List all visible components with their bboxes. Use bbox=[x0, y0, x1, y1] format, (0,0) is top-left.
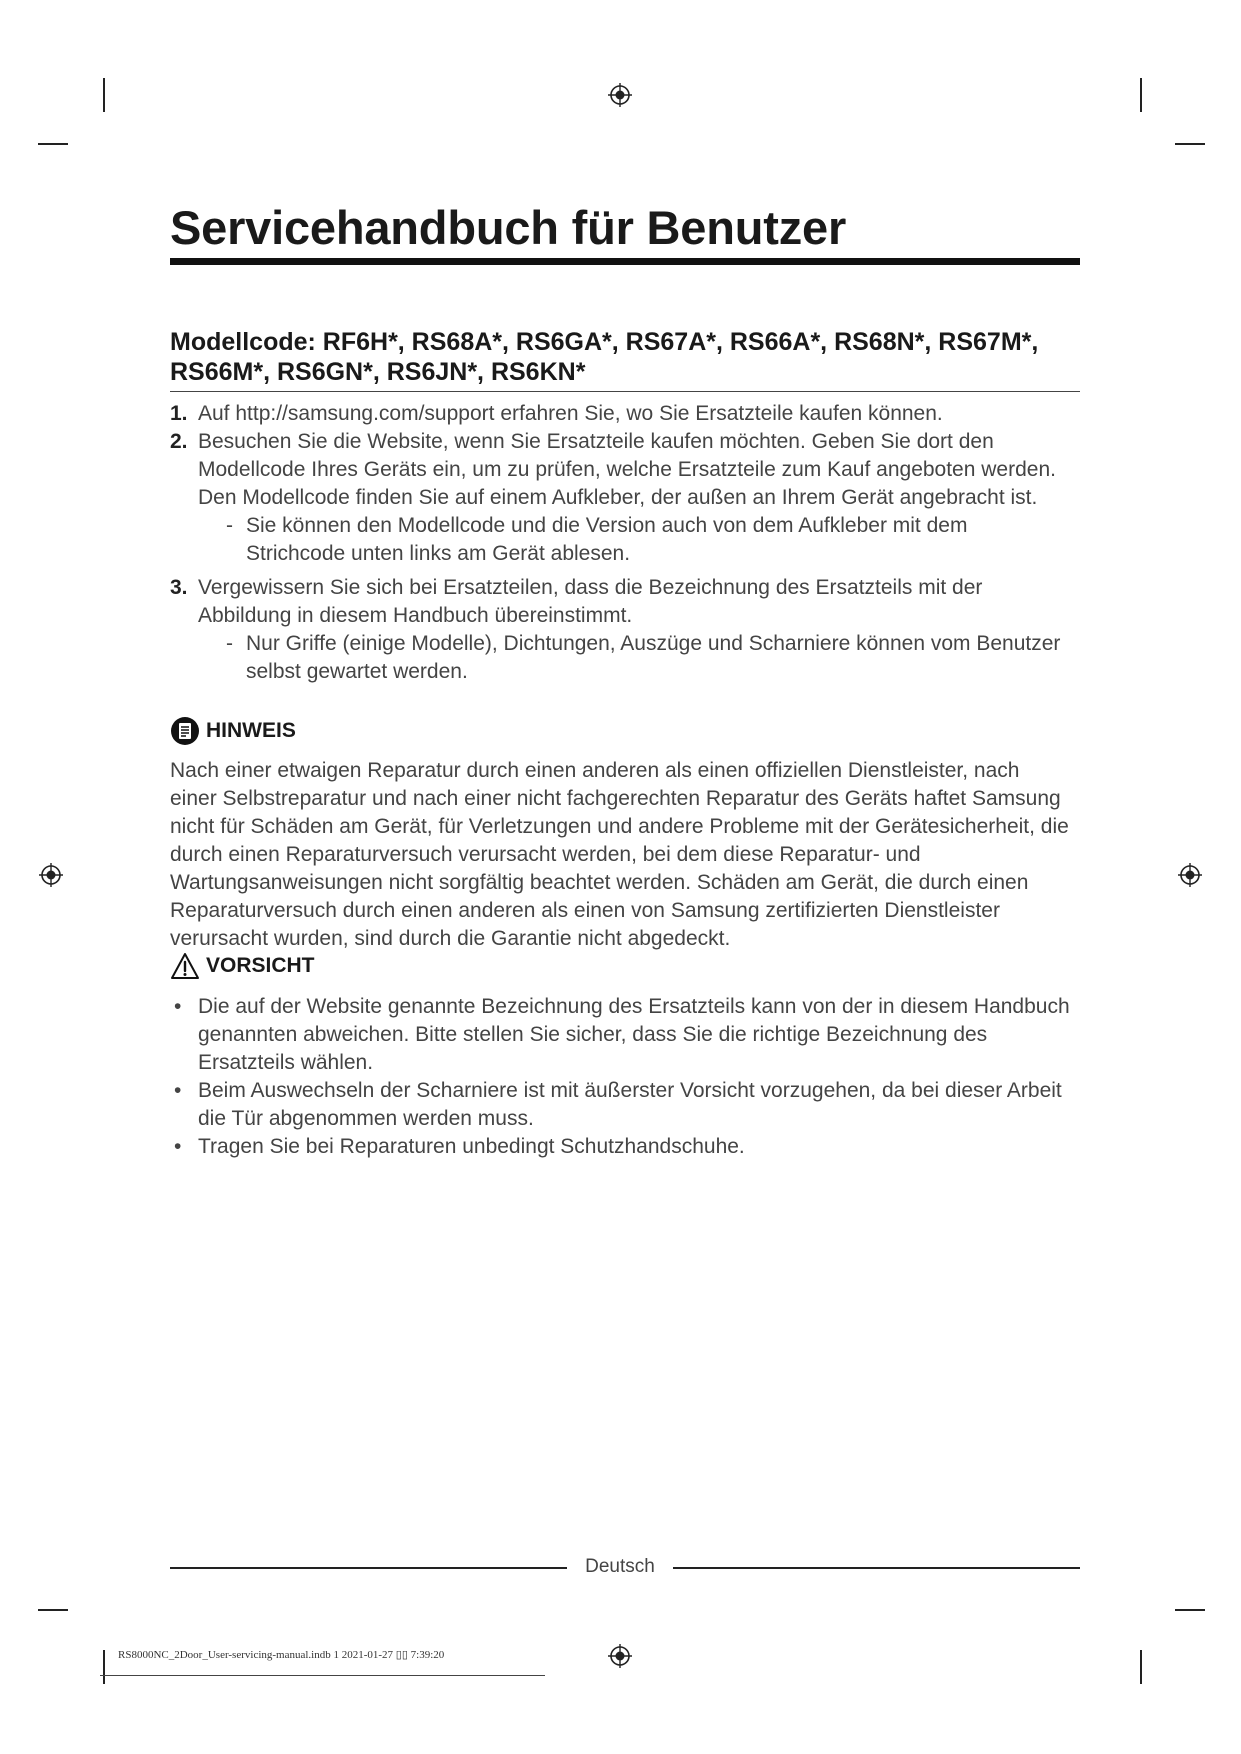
step-number: 2. bbox=[170, 430, 188, 453]
registration-mark-icon bbox=[607, 82, 633, 108]
print-slug: RS8000NC_2Door_User-servicing-manual.indb 1 2021-01-27 ▯▯ 7:39:20 bbox=[118, 1649, 445, 1661]
footer-rule-right bbox=[673, 1567, 1080, 1569]
note-icon bbox=[170, 716, 200, 746]
crop-mark bbox=[38, 1609, 68, 1611]
footer-rule-left bbox=[170, 1567, 567, 1569]
dash-marker: - bbox=[226, 514, 233, 537]
step-subitem bbox=[198, 512, 1070, 568]
registration-mark-icon bbox=[1177, 862, 1203, 888]
slug-rule bbox=[100, 1675, 545, 1676]
caution-item-text: Tragen Sie bei Reparaturen unbedingt Schutzhandschuhe. bbox=[198, 1135, 745, 1158]
heading-rule bbox=[170, 391, 1080, 392]
caution-item-text: Die auf der Website genannte Bezeichnung des Ersatzteils kann von der in diesem Handbuch genannten abweichen. Bitte stellen Sie sicher, dass Sie die richtige Bezeichnung des Ersatzteils wählen. bbox=[198, 995, 1070, 1074]
model-code-heading: Modellcode: RF6H*, RS68A*, RS6GA*, RS67A*, RS66A*, RS68N*, RS67M*, RS66M*, RS6GN*, RS6JN*, RS6KN* bbox=[170, 328, 1039, 386]
step-text: Besuchen Sie die Website, wenn Sie Ersatzteile kaufen möchten. Geben Sie dort den Modellcode Ihres Geräts ein, um zu prüfen, welche Ersatzteile zum Kauf angeboten werden. Den Modellcode finden Sie auf einem Aufkleber, der außen an Ihrem Gerät angebracht ist. bbox=[198, 430, 1056, 509]
step-number: 3. bbox=[170, 576, 188, 599]
caution-item-text: Beim Auswechseln der Scharniere ist mit äußerster Vorsicht vorzugehen, da bei dieser Arbeit die Tür abgenommen werden muss. bbox=[198, 1079, 1062, 1130]
steps-list bbox=[170, 400, 1070, 686]
crop-mark bbox=[103, 78, 105, 112]
dash-marker: - bbox=[226, 632, 233, 655]
warning-triangle-icon bbox=[170, 952, 200, 980]
crop-mark bbox=[38, 143, 68, 145]
step-subitem bbox=[198, 630, 1070, 686]
step-number: 1. bbox=[170, 402, 188, 425]
step-item bbox=[170, 400, 1070, 428]
step-text: Vergewissern Sie sich bei Ersatzteilen, dass die Bezeichnung des Ersatzteils mit der Abbildung in diesem Handbuch übereinstimmt. bbox=[198, 576, 983, 627]
note-label: HINWEIS bbox=[206, 719, 296, 742]
step-item bbox=[170, 574, 1070, 686]
step-item bbox=[170, 428, 1070, 568]
crop-mark bbox=[103, 1650, 105, 1684]
caution-item bbox=[170, 993, 1070, 1077]
note-heading bbox=[170, 716, 296, 746]
caution-heading bbox=[170, 952, 315, 980]
caution-label: VORSICHT bbox=[206, 954, 315, 977]
bullet-marker: • bbox=[174, 1079, 182, 1102]
subitem-text: Sie können den Modellcode und die Version auch von dem Aufkleber mit dem Strichcode unten links am Gerät ablesen. bbox=[246, 514, 968, 565]
step-text: Auf http://samsung.com/support erfahren Sie, wo Sie Ersatzteile kaufen können. bbox=[198, 402, 943, 425]
registration-mark-icon bbox=[607, 1643, 633, 1669]
registration-mark-icon bbox=[38, 862, 64, 888]
note-text: Nach einer etwaigen Reparatur durch einen anderen als einen offiziellen Dienstleister, nach einer Selbstreparatur und nach einer nicht fachgerechten Reparatur des Geräts haftet Samsung nicht für Schäden am Gerät, für Verletzungen und andere Probleme mit der Gerätesicherheit, die durch einen Reparaturversuch verursacht werden, bei dem diese Reparatur- und Wartungsanweisungen nicht sorgfältig beachtet werden. Schäden am Gerät, die durch einen Reparaturversuch durch einen anderen als einen von Samsung zertifizierten Dienstleister verursacht wurden, sind durch die Garantie nicht abgedeckt. bbox=[170, 759, 1069, 950]
caution-item bbox=[170, 1133, 1070, 1161]
caution-list bbox=[170, 993, 1070, 1161]
bullet-marker: • bbox=[174, 1135, 182, 1158]
crop-mark bbox=[1140, 78, 1142, 112]
caution-item bbox=[170, 1077, 1070, 1133]
title-rule bbox=[170, 258, 1080, 265]
crop-mark bbox=[1140, 1650, 1142, 1684]
subitem-text: Nur Griffe (einige Modelle), Dichtungen, Auszüge und Scharniere können vom Benutzer selbst gewartet werden. bbox=[246, 632, 1061, 683]
crop-mark bbox=[1175, 1609, 1205, 1611]
crop-mark bbox=[1175, 143, 1205, 145]
bullet-marker: • bbox=[174, 995, 182, 1018]
footer-language: Deutsch bbox=[585, 1556, 655, 1577]
page-title: Servicehandbuch für Benutzer bbox=[170, 201, 847, 254]
